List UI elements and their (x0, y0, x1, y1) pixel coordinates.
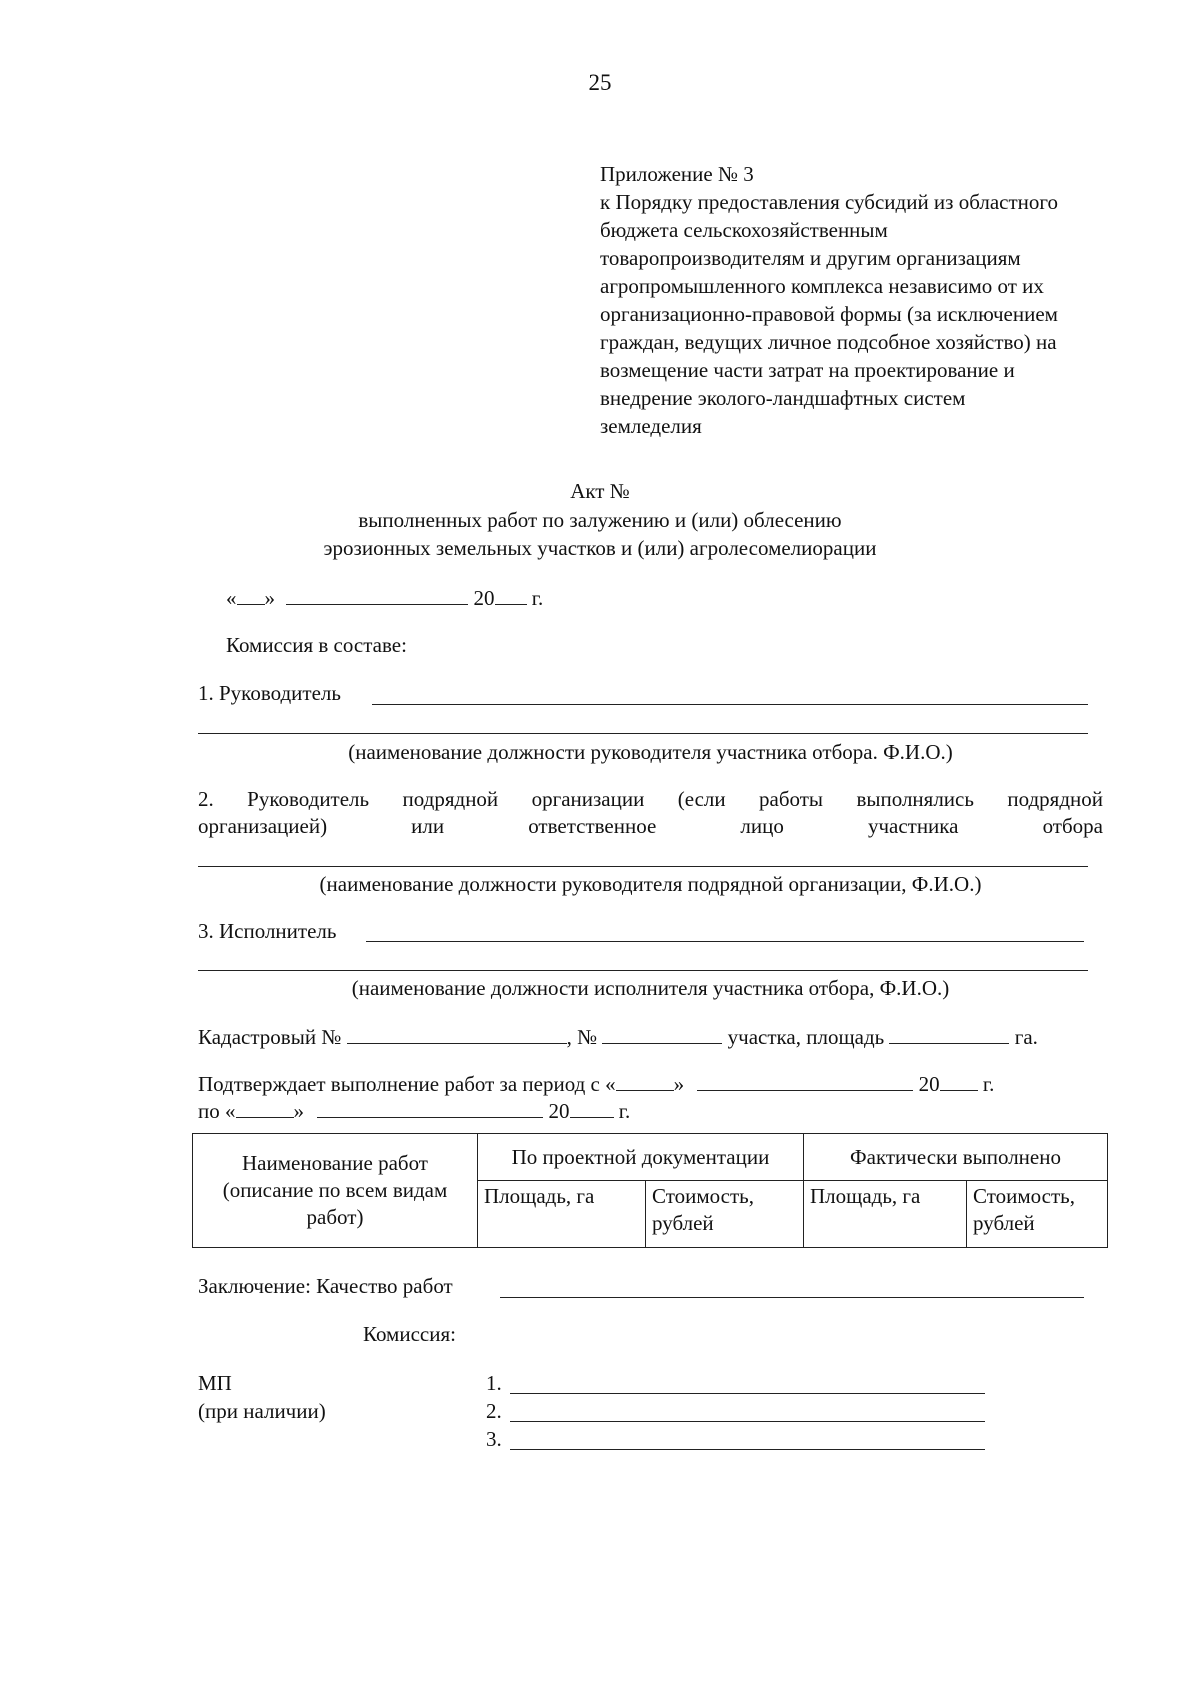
table-header-row (193, 1134, 1108, 1181)
signature-number-2: 2. (486, 1399, 502, 1423)
period-to-year-prefix: 20 (548, 1099, 570, 1123)
appendix-line: к Порядку предоставления субсидий из областного (600, 190, 1059, 214)
cadastral-line (198, 1024, 1038, 1050)
period-line-1 (198, 1071, 994, 1097)
item2-word: ответственное (528, 814, 657, 838)
period-from-close: » (673, 1072, 685, 1096)
day-blank[interactable] (237, 586, 265, 605)
appendix-line: агропромышленного комплекса независимо от их (600, 274, 1044, 298)
item2-line-1 (198, 786, 1103, 812)
month-blank[interactable] (286, 586, 468, 605)
col-project-cost: Стоимость, рублей (646, 1181, 804, 1248)
year-suffix: г. (531, 586, 544, 610)
period-to-label: по « (198, 1099, 236, 1123)
item2-word: подрядной (1007, 787, 1103, 811)
mp-label: МП (198, 1371, 232, 1395)
item1-field-line-2[interactable] (198, 733, 1088, 734)
col-group-actual: Фактически выполнено (804, 1134, 1108, 1181)
date-line (226, 585, 543, 611)
item2-word: отбора (1042, 814, 1103, 838)
signature-number-1: 1. (486, 1371, 502, 1395)
item3-label: 3. Исполнитель (198, 919, 337, 943)
item2-caption: (наименование должности руководителя подрядной организации, Ф.И.О.) (319, 872, 982, 896)
col-work-name: Наименование работ (описание по всем видам работ) (193, 1134, 478, 1248)
period-from-year-prefix: 20 (918, 1072, 940, 1096)
period-to-day-blank[interactable] (236, 1099, 294, 1118)
year-blank[interactable] (495, 586, 527, 605)
item2-word: или (411, 814, 445, 838)
item1-caption: (наименование должности руководителя участника отбора. Ф.И.О.) (348, 740, 953, 764)
col-project-area: Площадь, га (478, 1181, 646, 1248)
cadastral-label: Кадастровый № (198, 1025, 342, 1049)
item2-field-line[interactable] (198, 866, 1088, 867)
col-actual-area: Площадь, га (804, 1181, 967, 1248)
date-close-quote: » (264, 586, 275, 610)
period-line-2 (198, 1098, 630, 1124)
cadastral-comma-no: , № (566, 1025, 598, 1049)
col-actual-cost: Стоимость, рублей (967, 1181, 1108, 1248)
commission-signature-label: Комиссия: (363, 1322, 456, 1346)
item2-word: Руководитель (247, 787, 370, 811)
plot-number-blank[interactable] (602, 1025, 722, 1044)
area-unit: га. (1014, 1025, 1038, 1049)
item1-label: 1. Руководитель (198, 681, 341, 705)
period-from-year-blank[interactable] (940, 1072, 978, 1091)
period-from-year-suffix: г. (982, 1072, 995, 1096)
page-number: 25 (588, 70, 612, 95)
year-prefix: 20 (473, 586, 495, 610)
act-subtitle-1: выполненных работ по залужению и (или) облесению (358, 508, 842, 532)
act-subtitle-2: эрозионных земельных участков и (или) агролесомелиорации (323, 536, 877, 560)
appendix-line: бюджета сельскохозяйственным (600, 218, 888, 242)
period-from-month-blank[interactable] (697, 1072, 913, 1091)
signature-line-1[interactable] (510, 1393, 985, 1394)
signature-line-3[interactable] (510, 1449, 985, 1450)
act-title: Акт № (570, 479, 630, 503)
col-group-project: По проектной документации (478, 1134, 804, 1181)
appendix-line: граждан, ведущих личное подсобное хозяйство) на (600, 330, 1057, 354)
item2-word: подрядной (402, 787, 499, 811)
appendix-line: земледелия (600, 414, 702, 438)
cadastral-number-blank[interactable] (347, 1025, 567, 1044)
period-to-year-suffix: г. (618, 1099, 631, 1123)
period-from-day-blank[interactable] (616, 1072, 674, 1091)
item3-field-line-2[interactable] (198, 970, 1088, 971)
period-to-close: » (293, 1099, 304, 1123)
item3-caption: (наименование должности исполнителя участника отбора, Ф.И.О.) (351, 976, 950, 1000)
item2-line-2 (198, 813, 1103, 839)
appendix-line: товаропроизводителям и другим организациям (600, 246, 1021, 270)
item3-field-line[interactable] (366, 941, 1084, 942)
appendix-line: внедрение эколого-ландшафтных систем (600, 386, 966, 410)
period-to-month-blank[interactable] (317, 1099, 543, 1118)
appendix-line: возмещение части затрат на проектирование и (600, 358, 1015, 382)
item2-word: участника (867, 814, 959, 838)
item2-word: 2. (198, 787, 214, 811)
appendix-line: Приложение № 3 (600, 162, 754, 186)
item2-word: (если (677, 787, 726, 811)
item2-word: организации (531, 787, 645, 811)
area-blank[interactable] (889, 1025, 1009, 1044)
mp-note: (при наличии) (198, 1399, 326, 1423)
item1-field-line[interactable] (372, 704, 1088, 705)
conclusion-label: Заключение: Качество работ (198, 1274, 453, 1298)
item2-word: лицо (740, 814, 784, 838)
period-from-label: Подтверждает выполнение работ за период с « (198, 1072, 616, 1096)
appendix-line: организационно-правовой формы (за исключением (600, 302, 1058, 326)
item2-word: работы (759, 787, 824, 811)
item2-word: выполнялись (856, 787, 974, 811)
period-to-year-blank[interactable] (570, 1099, 614, 1118)
conclusion-field-line[interactable] (500, 1297, 1084, 1298)
item2-word: организацией) (198, 814, 328, 838)
commission-heading: Комиссия в составе: (226, 633, 407, 657)
signature-number-3: 3. (486, 1427, 502, 1451)
appendix-header (600, 160, 1160, 440)
plot-area-label: участка, площадь (727, 1025, 885, 1049)
works-table (192, 1133, 1108, 1248)
signature-line-2[interactable] (510, 1421, 985, 1422)
date-open-quote: « (226, 586, 237, 610)
